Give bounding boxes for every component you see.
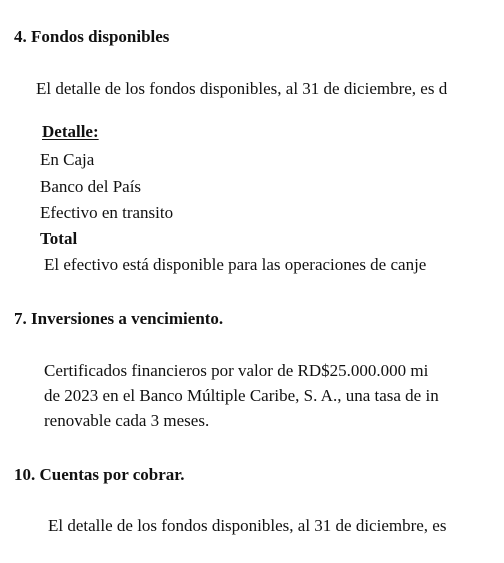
section-7-line-1: Certificados financieros por valor de RD$25.000.000 mi (44, 361, 429, 380)
section-4-intro: El detalle de los fondos disponibles, al 31 de diciembre, es d (36, 79, 448, 98)
section-7-heading: 7. Inversiones a vencimiento. (14, 309, 224, 328)
total-label: Total (40, 229, 78, 248)
section-7-line-2: de 2023 en el Banco Múltiple Caribe, S. A., una tasa de in (44, 386, 439, 405)
section-10-intro: El detalle de los fondos disponibles, al 31 de diciembre, es (48, 516, 447, 535)
detail-item-efectivo-en-transito: Efectivo en transito (40, 203, 174, 222)
section-10-heading: 10. Cuentas por cobrar. (14, 465, 185, 484)
detail-label: Detalle: (42, 122, 99, 141)
section-4-note: El efectivo está disponible para las operaciones de canje (44, 255, 427, 274)
section-7-line-3: renovable cada 3 meses. (44, 411, 210, 430)
detail-item-banco-del-pais: Banco del País (40, 177, 142, 196)
detail-item-en-caja: En Caja (40, 150, 95, 169)
section-4-heading: 4. Fondos disponibles (14, 27, 170, 46)
